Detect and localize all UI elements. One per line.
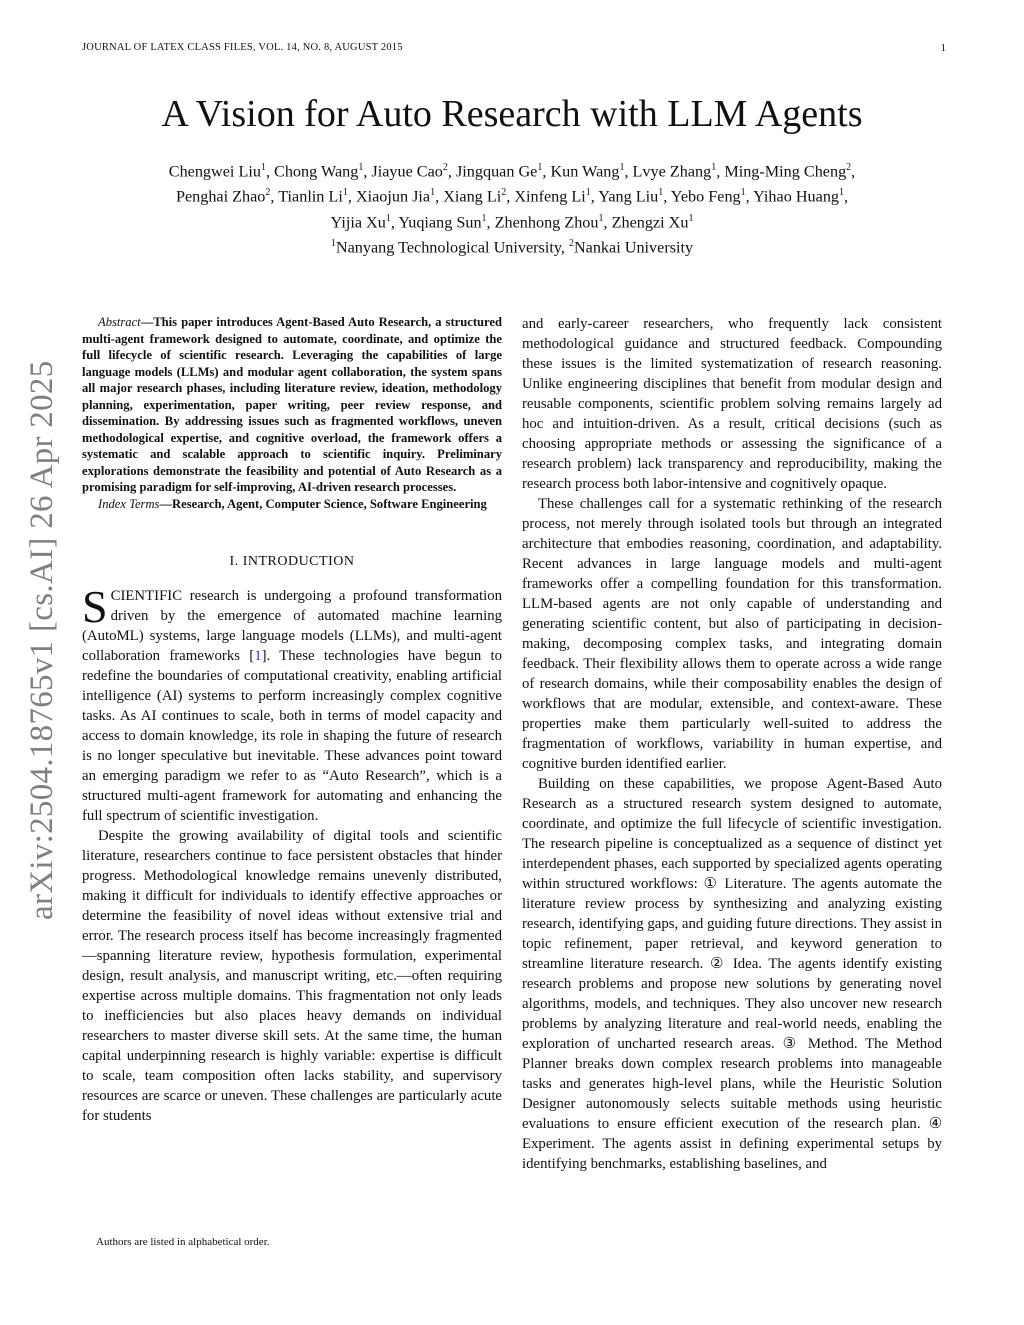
author-affiliation-mark: 2 <box>442 162 448 173</box>
page-number: 1 <box>940 42 946 54</box>
author-name: Kun Wang <box>550 162 620 181</box>
author-affiliation-mark: 1 <box>342 187 348 199</box>
author-affiliation-mark: 1 <box>430 187 436 199</box>
intro-text-start: CIENTIFIC research is undergoing a profound transformation driven by the emergence of automated machine learning (AutoML) systems, large language models (LLMs), and multi-agent collaboration frameworks [ <box>82 588 502 664</box>
author-affiliation-mark: 1 <box>839 187 845 199</box>
author-affiliation-mark: 1 <box>598 212 604 224</box>
author-name: Yang Liu <box>598 187 659 206</box>
author-name: Xiaojun Jia <box>355 187 431 206</box>
section-heading: I. INTRODUCTION <box>229 554 355 569</box>
author-affiliation-mark: 1 <box>619 162 625 173</box>
author-name: Penghai Zhao <box>175 187 266 206</box>
author-name: Zhengzi Xu <box>611 213 689 232</box>
author-name: Lvye Zhang <box>632 162 712 181</box>
author-affiliation-mark: 1 <box>481 212 487 224</box>
intro-text-end: ]. These technologies have begun to redefine the boundaries of computational creativity, enabling artificial intelligence (AI) systems to perform increasingly complex cognitive tasks. As AI continues to scale, both in terms of model capacity and access to domain knowledge, its role in shaping the future of research is no longer speculative but inevitable. These advances point toward an emerging paradigm we refer to as “Auto Research”, which is a structured multi-agent framework for automating and enhancing the full spectrum of scientific investigation. <box>82 648 503 824</box>
affiliation-number: 2 <box>568 238 574 250</box>
author-name: Xiang Li <box>443 187 502 206</box>
author-affiliation-mark: 1 <box>740 187 746 199</box>
abstract <box>82 314 502 496</box>
author-affiliation-mark: 1 <box>711 162 717 173</box>
right-paragraph-3: Building on these capabilities, we propose Agent-Based Auto Research as a structured research system designed to automate, coordinate, and optimize the full lifecycle of scientific investigation. The research pipeline is conceptualized as a sequence of distinct yet interdependent phases, each supported by specialized agents operating within structured workflows: ① Literature. The agents automate the literature review process by synthesizing and analyzing existing research, identifying gaps, and guiding future directions. They assist in topic refinement, paper retrieval, and keyword generation to streamline literature research. ② Idea. The agents identify existing research problems and propose new solutions by generating novel algorithms, models, and techniques. They also uncover new research problems by analyzing literature and real-world needs, enabling the exploration of uncharted research areas. ③ Method. The Method Planner breaks down complex research problems into manageable tasks and generates high-level plans, while the Heuristic Solution Designer autonomously selects suitable methods using heuristic evaluations to ensure efficient execution of the research plan. ④ Experiment. The agents assist in defining experimental setups by identifying benchmarks, establishing baselines, and <box>522 776 942 1172</box>
index-terms-text: —Research, Agent, Computer Science, Software Engineering <box>159 496 487 511</box>
right-paragraph-2: These challenges call for a systematic rethinking of the research process, not merely through isolated tools but through an integrated architecture that embodies reasoning, coordination, and adaptability. Recent advances in large language models and multi-agent frameworks offer a compelling foundation for this transformation. LLM-based agents are not only capable of understanding and generating scientific content, but also of participating in decision-making, decomposing complex tasks, and integrating domain feedback. Their flexibility allows them to operate across a wide range of research domains, while their composability enables the design of workflows that are modular, extensible, and context-aware. These properties make them particularly well-suited to address the fragmentation of workflows, variability in human expertise, and cognitive burden identified earlier. <box>522 496 942 772</box>
affiliation-name: Nanyang Technological University, <box>335 238 565 257</box>
abstract-lead: Abstract <box>98 315 141 329</box>
author-affiliation-mark: 2 <box>265 187 271 199</box>
intro-paragraph-2: Despite the growing availability of digital tools and scientific literature, researchers continue to face persistent obstacles that hinder progress. Methodological knowledge remains unevenly distributed, making it difficult for individuals to identify effective approaches or determine the feasibility of novel ideas without extensive trial and error. The research process itself has become increasingly fragmented—spanning literature review, hypothesis formulation, experimental design, result analysis, and manuscript writing, etc.—often requiring expertise across multiple domains. This fragmentation not only leads to inefficiencies but also places heavy demands on individual researchers to master diverse skill sets. At the same time, the human capital underpinning research is highly variable: expertise is difficult to scale, team composition often lacks stability, and supervisory resources are scarce or uneven. These challenges are particularly acute for students <box>82 828 502 1124</box>
author-name: Yebo Feng <box>670 187 741 206</box>
author-name: Chong Wang <box>274 162 359 181</box>
author-block <box>70 157 954 259</box>
right-column <box>522 314 942 1174</box>
affiliations <box>70 233 954 258</box>
left-column <box>82 314 502 1126</box>
author-affiliation-mark: 1 <box>585 187 591 199</box>
author-line-3: Yijia Xu$^1$, Yuqiang Sun$^1$, Zhenhong Zhou$^1$, Zhengzi Xu$^1$ <box>330 212 694 232</box>
author-affiliation-mark: 1 <box>260 162 266 173</box>
author-affiliation-mark: 1 <box>385 212 391 224</box>
author-affiliation-mark: 1 <box>688 212 694 224</box>
running-head: JOURNAL OF LATEX CLASS FILES, VOL. 14, NO. 8, AUGUST 2015 <box>82 42 403 53</box>
author-affiliation-mark: 2 <box>501 187 507 199</box>
author-affiliation-mark: 1 <box>358 162 364 173</box>
author-name: Chengwei Liu <box>168 162 261 181</box>
author-line-1: Chengwei Liu$^1$, Chong Wang$^1$, Jiayue Cao$^2$, Jingquan Ge$^1$, Kun Wang$^1$, Lvye Zhang$^1$, Ming-Ming Cheng$^2$, <box>168 162 856 181</box>
author-name: Jiayue Cao <box>371 162 443 181</box>
intro-paragraph-1 <box>82 581 503 826</box>
footnote: Authors are listed in alphabetical order. <box>96 1236 270 1248</box>
author-line-2: Penghai Zhao$^2$, Tianlin Li$^1$, Xiaojun Jia$^1$, Xiang Li$^2$, Xinfeng Li$^1$, Yang Liu$^1$, Yebo Feng$^1$, Yihao Huang$^1$, <box>175 187 849 206</box>
index-terms <box>82 496 502 513</box>
index-terms-lead: Index Terms <box>98 496 160 511</box>
author-name: Xinfeng Li <box>514 187 586 206</box>
author-affiliation-mark: 1 <box>658 187 664 199</box>
author-name: Zhenhong Zhou <box>494 213 599 232</box>
author-name: Yijia Xu <box>330 213 386 232</box>
author-affiliation-mark: 2 <box>846 162 852 173</box>
author-name: Yihao Huang <box>753 187 840 206</box>
arxiv-stamp: arXiv:2504.18765v1 [cs.AI] 26 Apr 2025 <box>24 360 60 920</box>
author-name: Yuqiang Sun <box>398 213 482 232</box>
right-paragraph-1: and early-career researchers, who frequently lack consistent methodological guidance and structured feedback. Compounding these issues is the limited systematization of research reasoning. Unlike engineering disciplines that benefit from modular design and reusable components, scientific problem solving remains largely ad hoc and intuition-driven. As a result, critical decisions (such as choosing appropriate methods or assessing the significance of a research problem) lack transparency and reproducibility, making the research process both labor-intensive and cognitively opaque. <box>522 316 942 492</box>
author-name: Tianlin Li <box>278 187 343 206</box>
paper-title: A Vision for Auto Research with LLM Agents <box>161 93 863 135</box>
abstract-text: —This paper introduces Agent-Based Auto Research, a structured multi-agent framework designed to automate, coordinate, and optimize the full lifecycle of scientific research. Leveraging the capabilities of large language models (LLMs) and modular agent collaboration, the system spans all major research phases, including literature review, ideation, methodology planning, experimentation, paper writing, peer review response, and dissemination. By addressing issues such as fragmented workflows, uneven methodological expertise, and cognitive overload, the framework offers a systematic and scalable approach to scientific inquiry. Preliminary explorations demonstrate the feasibility and potential of Auto Research as a promising paradigm for self-improving, AI-driven research processes. <box>82 315 502 494</box>
affiliation-name: Nankai University <box>573 238 694 257</box>
citation-link[interactable]: 1 <box>254 648 262 664</box>
author-name: Jingquan Ge <box>455 162 538 181</box>
author-affiliation-mark: 1 <box>537 162 543 173</box>
affiliation-number: 1 <box>330 238 336 250</box>
author-name: Ming-Ming Cheng <box>724 162 847 181</box>
dropcap: S <box>82 581 108 632</box>
